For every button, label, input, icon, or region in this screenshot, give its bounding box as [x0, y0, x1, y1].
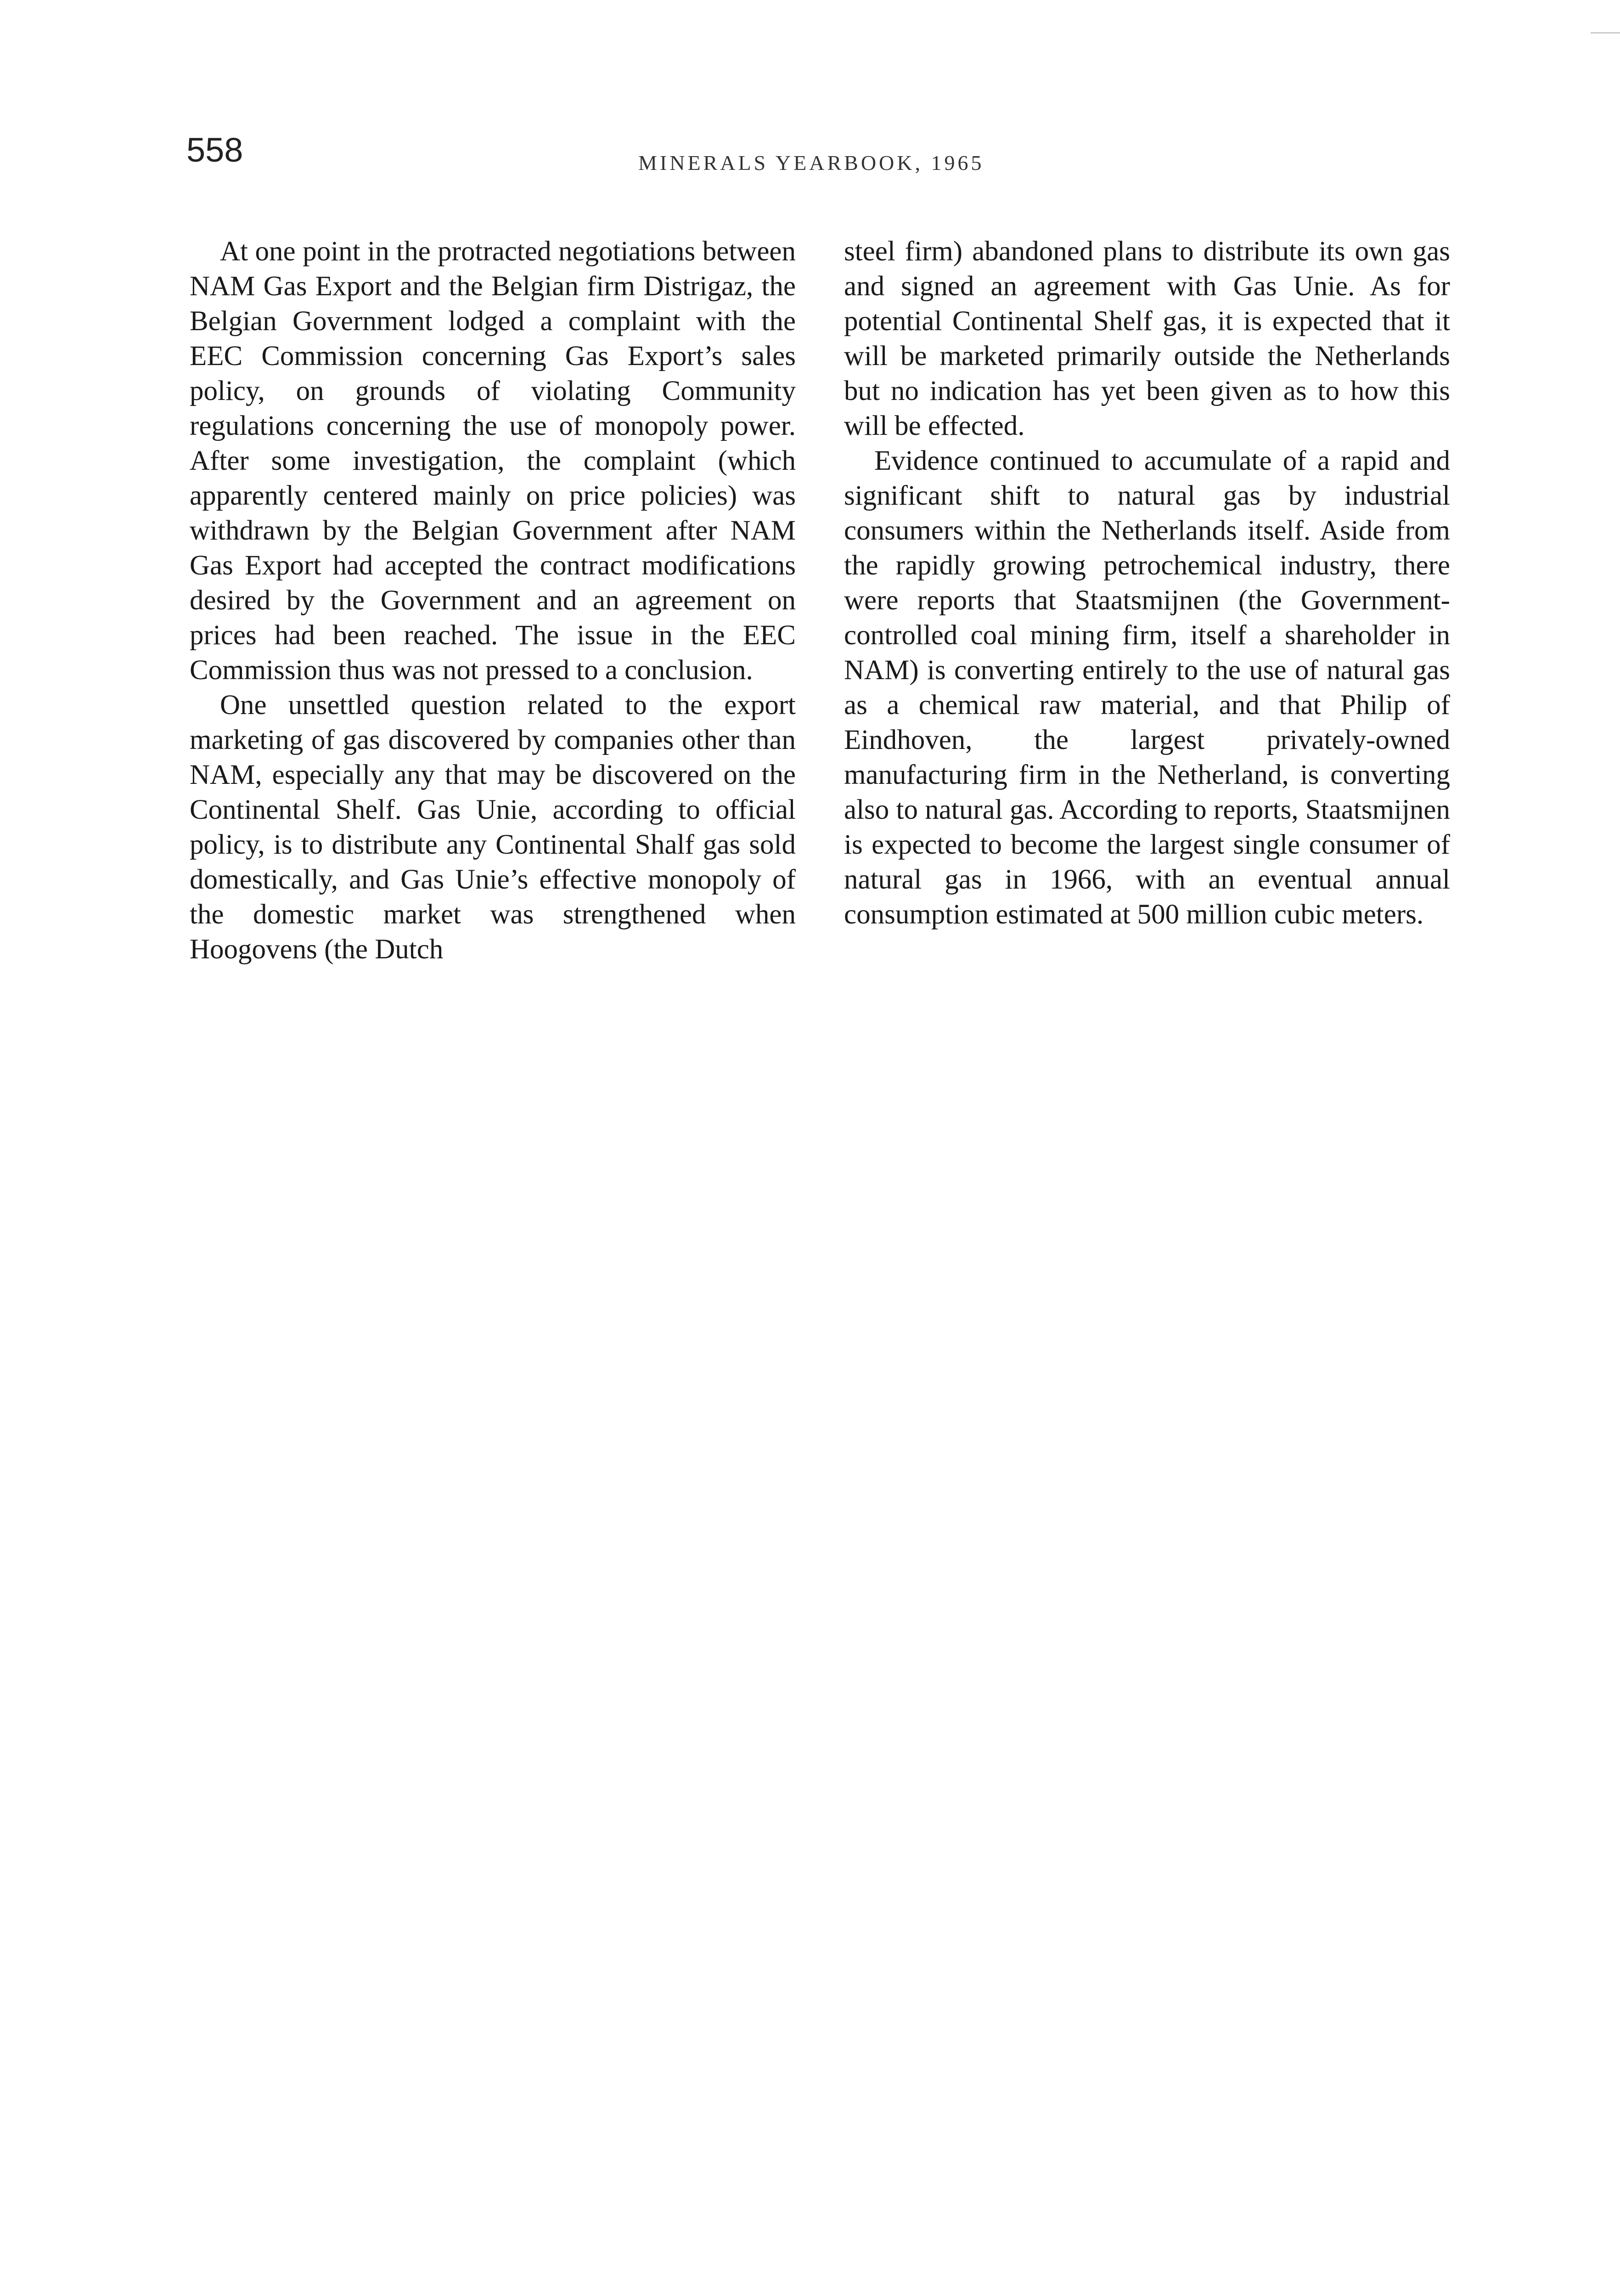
scan-edge-mark: [1591, 32, 1620, 34]
left-column: [190, 234, 796, 967]
right-column: [844, 234, 1450, 932]
paragraph-export-marketing: One unsettled question related to the export marketing of gas discovered by companies other than NAM, especially any that may be discovered on the Continental Shelf. Gas Unie, according to official policy, is to distribute any Continental Shalf gas sold domestically, and Gas Unie’s effective monopoly of the domestic market was strengthened when Hoogovens (the Dutch: [190, 690, 796, 965]
page-number: 558: [186, 131, 243, 169]
running-title: MINERALS YEARBOOK, 1965: [638, 151, 984, 174]
paragraph-continuation: steel firm) abandoned plans to distribute its own gas and signed an agreement with Gas Unie. As for potential Continental Shelf gas, it is expected that it will be marketed primarily outside the Netherlands but no indication has yet been given as to how this will be effected.: [844, 236, 1450, 441]
paragraph-eec-complaint: At one point in the protracted negotiations between NAM Gas Export and the Belgian firm Distrigaz, the Belgian Government lodged a complaint with the EEC Commission concerning Gas Export’s sales policy, on grounds of violating Community regulations concerning the use of monopoly power. After some investigation, the complaint (which apparently centered mainly on price policies) was withdrawn by the Belgian Government after NAM Gas Export had accepted the contract modifications desired by the Government and an agreement on prices had been reached. The issue in the EEC Commission thus was not pressed to a conclusion.: [190, 236, 796, 686]
paragraph-industrial-shift: Evidence continued to accumulate of a rapid and significant shift to natural gas by industrial consumers within the Netherlands itself. Aside from the rapidly growing petrochemical industry, there were reports that Staatsmijnen (the Government-controlled coal mining firm, itself a shareholder in NAM) is converting entirely to the use of natural gas as a chemical raw material, and that Philip of Eindhoven, the largest privately-owned manufacturing firm in the Netherland, is converting also to natural gas. According to reports, Staatsmijnen is expected to become the largest single consumer of natural gas in 1966, with an eventual annual consumption estimated at 500 million cubic meters.: [844, 445, 1450, 930]
